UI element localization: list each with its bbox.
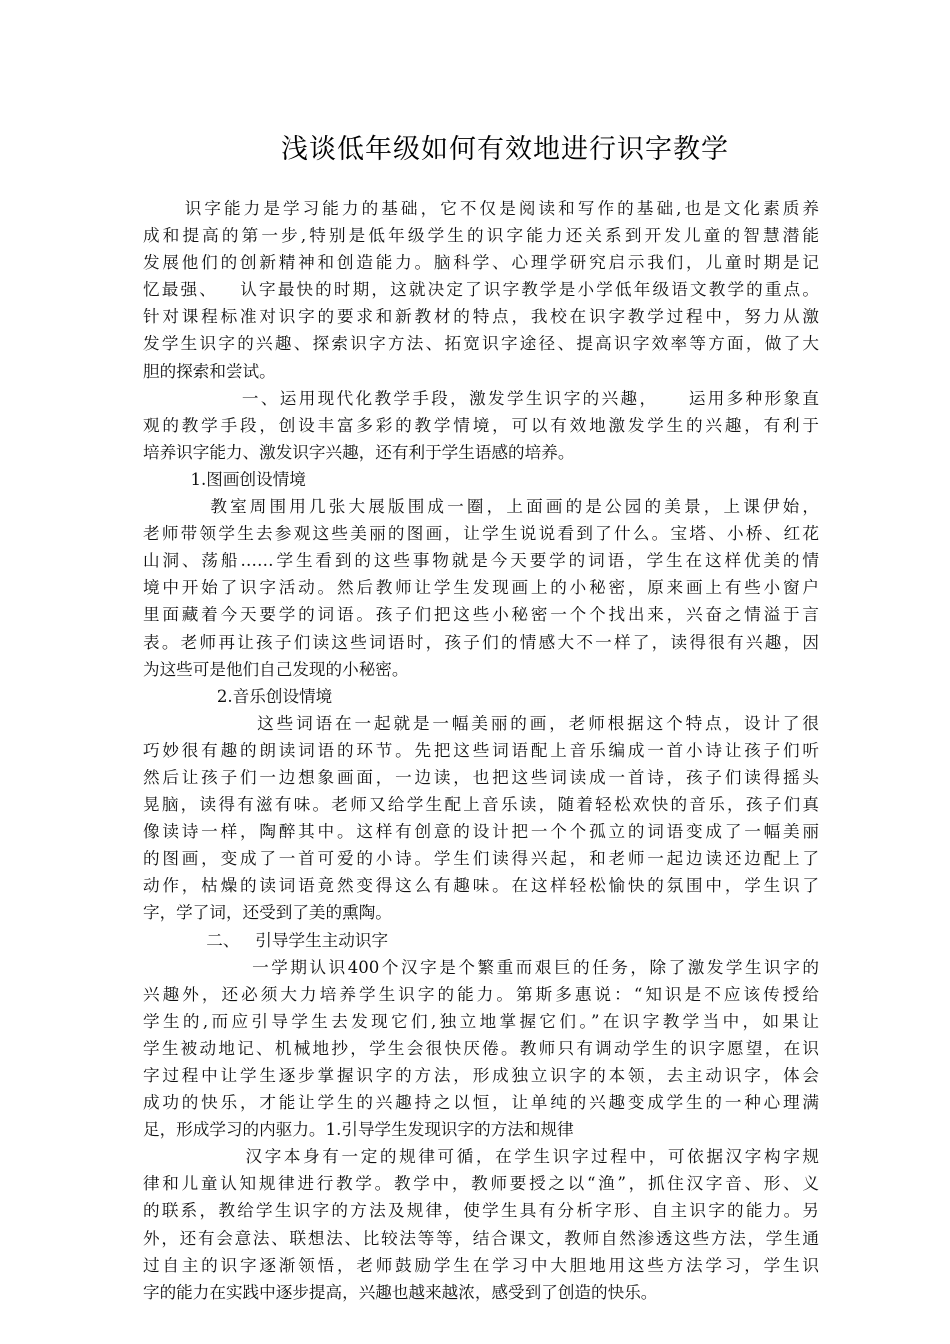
text-line: 针对课程标准对识字的要求和新教材的特点，我校在识字教学过程中，努力从激 [143,307,819,327]
text-line: 过自主的识字逐渐领悟，老师鼓励学生在学习中大胆地用这些方法学习，学生识 [143,1255,819,1275]
text-line: 这些词语在一起就是一幅美丽的画，老师根据这个特点，设计了很 [143,713,819,733]
text-line: 巧妙很有趣的朗读词语的环节。先把这些词语配上音乐编成一首小诗让孩子们听 [143,740,819,760]
text-line: 山洞、荡船……学生看到的这些事物就是今天要学的词语，学生在这样优美的情 [143,551,819,571]
text-line: 一学期认识400个汉字是个繁重而艰巨的任务，除了激发学生识字的 [143,957,819,977]
text-line: 的联系，教给学生识字的方法及规律，使学生具有分析字形、自主识字的能力。另 [143,1201,819,1221]
text-line: 像读诗一样，陶醉其中。这样有创意的设计把一个个孤立的词语变成了一幅美丽 [143,822,819,842]
text-line: 老师带领学生去参观这些美丽的图画，让学生说说看到了什么。宝塔、小桥、红花 [143,524,819,544]
text-line: 一、运用现代化教学手段，激发学生识字的兴趣， 运用多种形象直 [143,388,819,408]
text-line: 足，形成学习的内驱力。1.引导学生发现识字的方法和规律 [143,1120,574,1140]
text-line: 动作，枯燥的读词语竟然变得这么有趣味。在这样轻松愉快的氛围中，学生识了 [143,876,819,896]
text-line: 学生的,而应引导学生去发现它们,独立地掌握它们。”在识字教学当中，如果让 [143,1011,819,1031]
text-line: 观的教学手段，创设丰富多彩的教学情境，可以有效地激发学生的兴趣，有利于 [143,415,819,435]
text-line: 1.图画创设情境 [143,469,306,489]
document-title: 浅谈低年级如何有效地进行识字教学 [281,134,729,165]
text-line: 汉字本身有一定的规律可循，在学生识字过程中，可依据汉字构字规 [143,1147,819,1167]
text-line: 兴趣外，还必须大力培养学生识字的能力。第斯多惠说：“知识是不应该传授给 [143,984,819,1004]
text-line: 教室周围用几张大展版围成一圈，上面画的是公园的美景，上课伊始， [143,497,819,517]
text-line: 二、 引导学生主动识字 [143,930,389,950]
text-line: 表。老师再让孩子们读这些词语时，孩子们的情感大不一样了，读得很有兴趣，因 [143,632,819,652]
text-line: 发展他们的创新精神和创造能力。脑科学、心理学研究启示我们，儿童时期是记 [143,253,819,273]
text-line: 2.音乐创设情境 [143,686,333,706]
text-line: 字的能力在实践中逐步提高，兴趣也越来越浓，感受到了创造的快乐。 [143,1282,658,1302]
text-line: 里面藏着今天要学的词语。孩子们把这些小秘密一个个找出来，兴奋之情溢于言 [143,605,819,625]
text-line: 律和儿童认知规律进行教学。教学中，教师要授之以“渔”，抓住汉字音、形、义 [143,1174,819,1194]
text-line: 的图画，变成了一首可爱的小诗。学生们读得兴起，和老师一起边读还边配上了 [143,849,819,869]
text-line: 识字能力是学习能力的基础，它不仅是阅读和写作的基础,也是文化素质养 [143,199,819,218]
text-line: 为这些可是他们自己发现的小秘密。 [143,659,409,679]
text-line: 忆最强、 认字最快的时期，这就决定了识字教学是小学低年级语文教学的重点。 [143,280,819,300]
text-line: 然后让孩子们一边想象画面，一边读，也把这些词读成一首诗，孩子们读得摇头 [143,767,819,787]
text-line: 胆的探索和尝试。 [143,361,276,381]
text-line: 境中开始了识字活动。然后教师让学生发现画上的小秘密，原来画上有些小窗户 [143,578,819,598]
text-line: 成和提高的第一步,特别是低年级学生的识字能力还关系到开发儿童的智慧潜能 [143,226,819,246]
text-line: 字，学了词，还受到了美的熏陶。 [143,903,392,923]
text-line: 成功的快乐，才能让学生的兴趣持之以恒，让单纯的兴趣变成学生的一种心理满 [143,1093,819,1113]
text-line: 字过程中让学生逐步掌握识字的方法，形成独立识字的本领，去主动识字，体会 [143,1066,819,1085]
text-line: 发学生识字的兴趣、探索识字方法、拓宽识字途径、提高识字效率等方面，做了大 [143,334,819,354]
text-line: 外，还有会意法、联想法、比较法等等，结合课文，教师自然渗透这些方法，学生通 [143,1228,819,1248]
document-body [143,195,819,1306]
text-line: 培养识字能力、激发识字兴趣，还有利于学生语感的培养。 [143,442,575,462]
text-line: 晃脑，读得有滋有味。老师又给学生配上音乐读，随着轻松欢快的音乐，孩子们真 [143,795,819,815]
text-line: 学生被动地记、机械地抄，学生会很快厌倦。教师只有调动学生的识字愿望，在识 [143,1038,819,1058]
